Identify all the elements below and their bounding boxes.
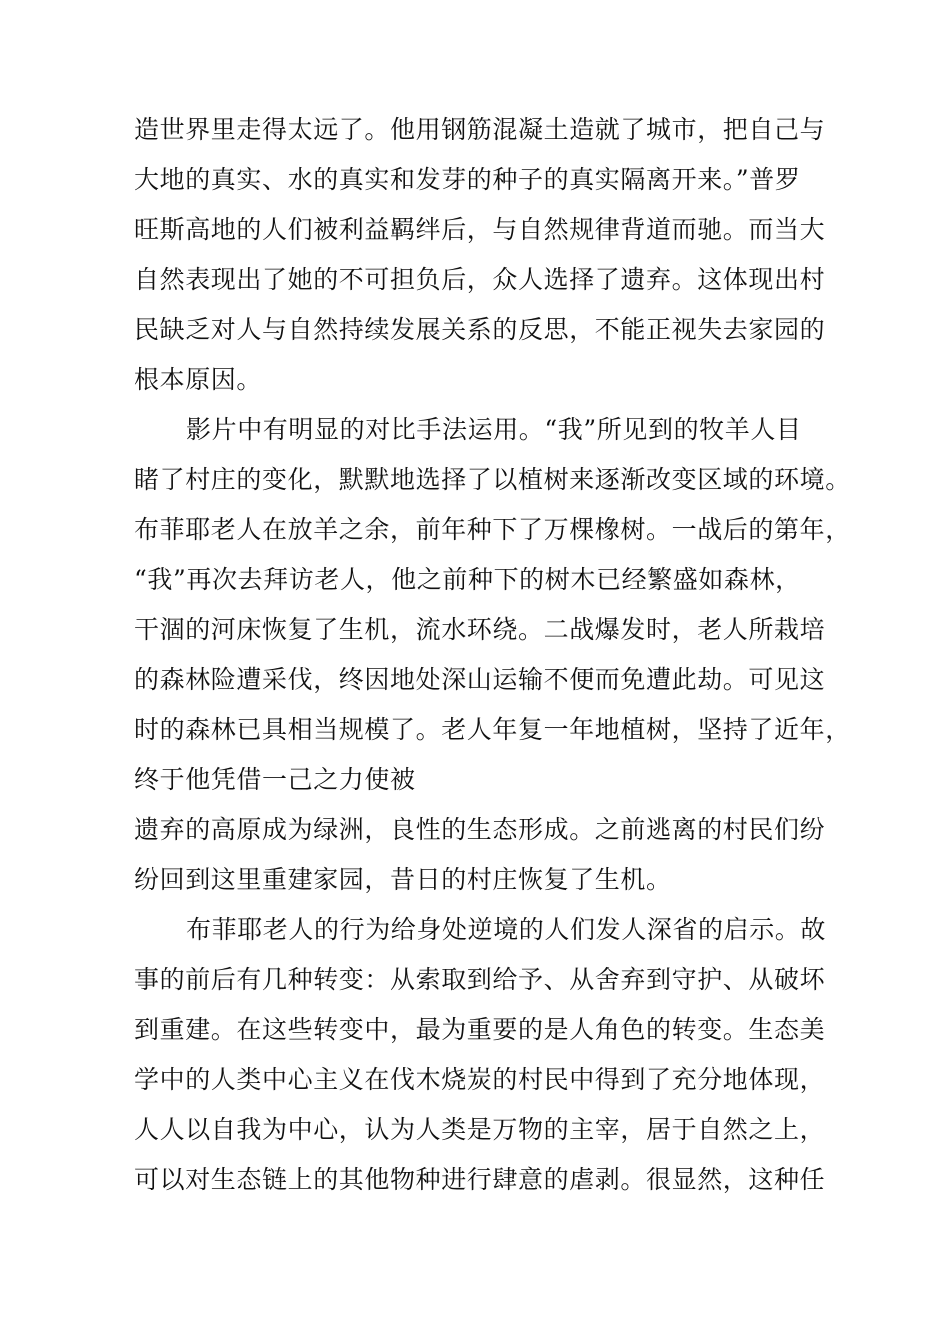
paragraph-first-line: 布菲耶老人的行为给身处逆境的人们发人深省的启示。故 xyxy=(186,915,827,944)
text-line: 时的森林已具相当规模了。老人年复一年地植树，坚持了近年， xyxy=(134,715,851,744)
paragraph-first-line: 影片中有明显的对比手法运用。“我”所见到的牧羊人目 xyxy=(186,415,802,444)
text-line: 终于他凭借一己之力使被 xyxy=(134,765,416,794)
text-line: 自然表现出了她的不可担负后，众人选择了遗弃。这体现出村 xyxy=(134,265,826,294)
text-line: 学中的人类中心主义在伐木烧炭的村民中得到了充分地体现， xyxy=(134,1065,826,1094)
text-line: 大地的真实、水的真实和发芽的种子的真实隔离开来。”普罗 xyxy=(134,165,801,194)
text-line: 可以对生态链上的其他物种进行肆意的虐剥。很显然，这种任 xyxy=(134,1165,826,1194)
text-line: 旺斯高地的人们被利益羁绊后，与自然规律背道而驰。而当大 xyxy=(134,215,826,244)
text-line: 的森林险遭采伐，终因地处深山运输不便而免遭此劫。可见这 xyxy=(134,665,826,694)
text-line: 纷回到这里重建家园，昔日的村庄恢复了生机。 xyxy=(134,865,672,894)
text-line: 根本原因。 xyxy=(134,365,263,394)
text-line: “我”再次去拜访老人，他之前种下的树木已经繁盛如森林， xyxy=(134,565,801,594)
text-line: 遗弃的高原成为绿洲，良性的生态形成。之前逃离的村民们纷 xyxy=(134,815,826,844)
text-line: 干涸的河床恢复了生机，流水环绕。二战爆发时，老人所栽培 xyxy=(134,615,826,644)
text-line: 人人以自我为中心，认为人类是万物的主宰，居于自然之上， xyxy=(134,1115,826,1144)
text-line: 布菲耶老人在放羊之余，前年种下了万棵橡树。一战后的第年， xyxy=(134,515,851,544)
text-line: 民缺乏对人与自然持续发展关系的反思，不能正视失去家园的 xyxy=(134,315,826,344)
text-line: 事的前后有几种转变：从索取到给予、从舍弃到守护、从破坏 xyxy=(134,965,826,994)
text-line: 造世界里走得太远了。他用钢筋混凝土造就了城市，把自己与 xyxy=(134,115,826,144)
text-line: 睹了村庄的变化，默默地选择了以植树来逐渐改变区域的环境。 xyxy=(134,465,851,494)
text-line: 到重建。在这些转变中，最为重要的是人角色的转变。生态美 xyxy=(134,1015,826,1044)
